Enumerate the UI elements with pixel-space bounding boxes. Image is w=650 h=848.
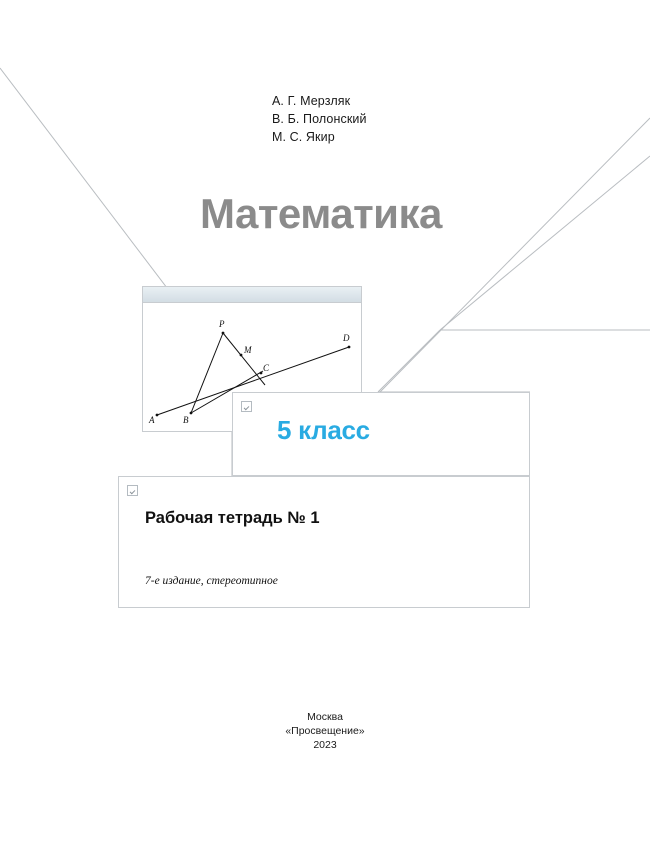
- author-list: [272, 92, 367, 146]
- grade-label: 5 класс: [277, 415, 370, 445]
- author-2: В. Б. Полонский: [272, 112, 367, 126]
- check-icon: [127, 485, 138, 496]
- svg-text:M: M: [244, 345, 252, 355]
- grade-card: [232, 392, 530, 476]
- imprint-publisher: «Просвещение»: [285, 725, 365, 737]
- author-3: М. С. Якир: [272, 130, 335, 144]
- author-1: А. Г. Мерзляк: [272, 94, 351, 108]
- page-title: Математика: [200, 190, 442, 237]
- svg-text:P: P: [219, 319, 225, 329]
- edition-note: 7-е издание, стереотипное: [145, 575, 278, 587]
- imprint-city: Москва: [307, 711, 343, 723]
- svg-text:D: D: [343, 333, 350, 343]
- svg-text:C: C: [263, 363, 270, 373]
- imprint-year: 2023: [313, 739, 337, 751]
- svg-text:B: B: [183, 415, 189, 425]
- check-icon: [241, 401, 252, 412]
- workbook-title: Рабочая тетрадь № 1: [145, 509, 320, 527]
- imprint: [0, 710, 650, 752]
- card-title-bar: [143, 287, 361, 303]
- workbook-card: [118, 476, 530, 608]
- svg-text:A: A: [149, 415, 155, 425]
